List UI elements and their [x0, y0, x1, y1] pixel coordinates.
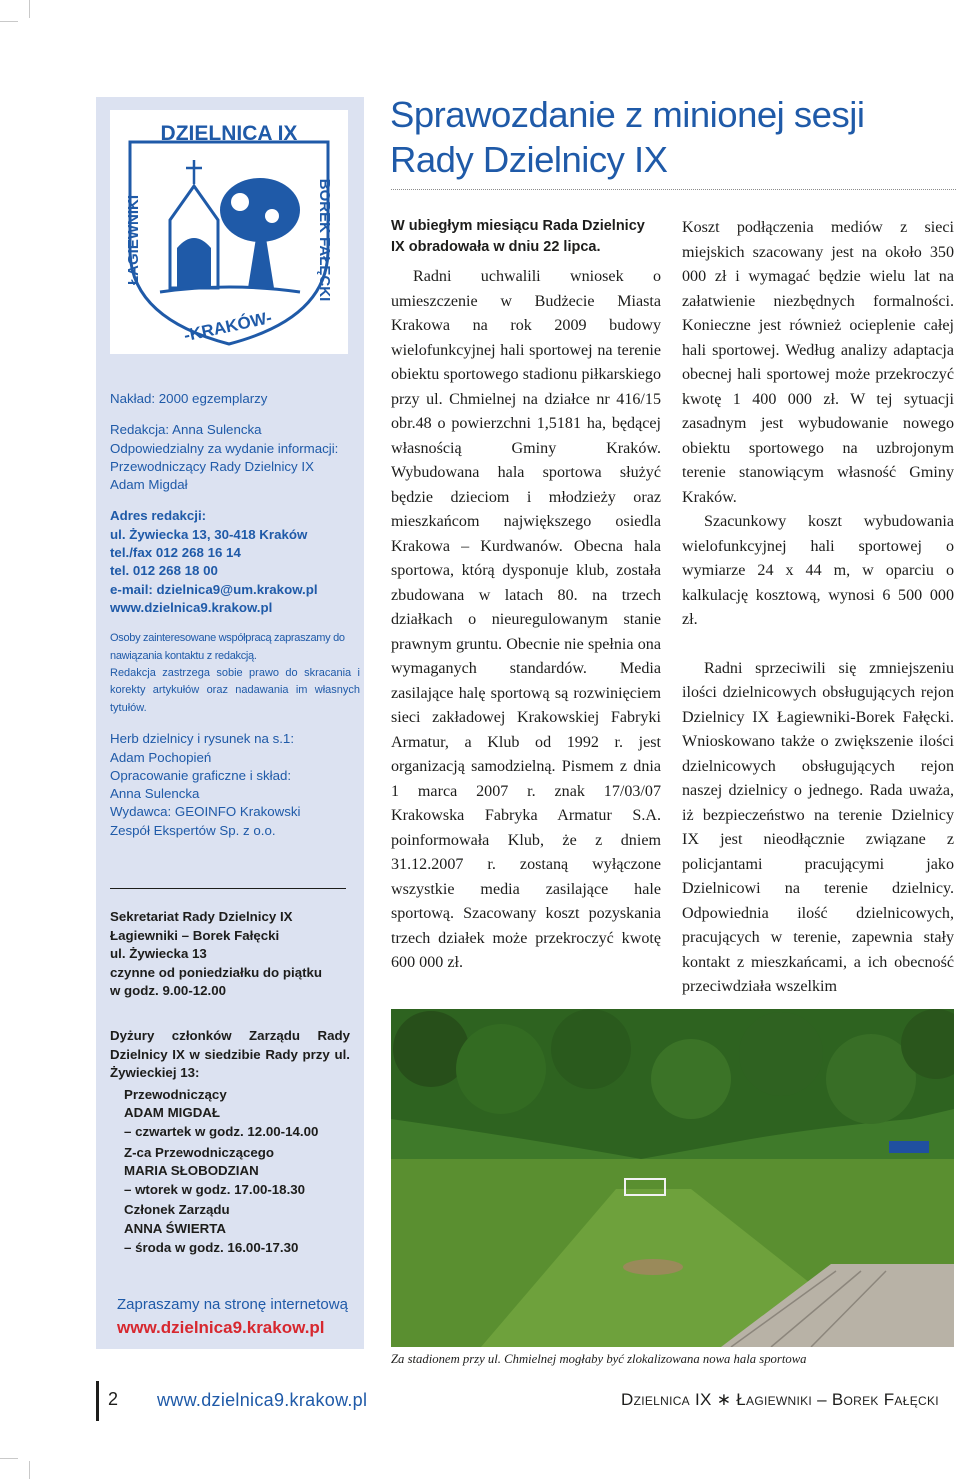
- logo-text-left: ŁAGIEWNIKI: [125, 195, 142, 285]
- duty-name: ANNA ŚWIERTA: [124, 1220, 226, 1236]
- duty-name: MARIA SŁOBODZIAN: [124, 1163, 259, 1179]
- coat-of-arms-label: Herb dzielnicy i rysunek na s.1:: [110, 731, 295, 747]
- duty-item: [110, 1144, 350, 1200]
- website-link[interactable]: www.dzielnica9.krakow.pl: [110, 599, 273, 615]
- duty-when: – wtorek w godz. 17.00-18.30: [124, 1181, 306, 1197]
- contact-invite-text: Osoby zainteresowane współpracą zapraszamy do nawiązania kontaktu z redakcją.: [110, 632, 345, 662]
- coat-of-arms-author: Adam Pochopień: [110, 749, 212, 765]
- address-text: ul. Żywiecka 13, 30-418 Kraków: [110, 526, 308, 542]
- layout-author: Anna Sulencka: [110, 786, 200, 802]
- publisher-text: Wydawca: GEOINFO Krakowski: [110, 804, 301, 820]
- secretariat-line: Sekretariat Rady Dzielnicy IX: [110, 909, 293, 924]
- crop-mark: [0, 21, 18, 22]
- duty-role: Członek Zarządu: [124, 1202, 230, 1218]
- crop-mark: [0, 1458, 18, 1459]
- secretariat-line: czynne od poniedziałku do piątku: [110, 964, 323, 980]
- article-column-1: [391, 216, 661, 976]
- district-logo: [110, 110, 348, 354]
- publisher-text-2: Zespół Ekspertów Sp. z o.o.: [110, 822, 276, 838]
- stadium-photo-image: [391, 1009, 954, 1347]
- logo-text-top: DZIELNICA IX: [160, 122, 298, 145]
- website-invite-text: Zapraszamy na stronę internetową: [117, 1296, 348, 1313]
- article-paragraph: Koszt podłączenia mediów z sieci miejskich szacowany jest na około 350 000 zł i wymagać będzie wielu lat na załatwienie niezbędnych formalności. Konieczne jest również ocieplenie całej hali sportowej. Według analizy adaptacja obecnej hali sportowej może przekroczyć kwotę 1 400 000 zł. W tej sytuacji zasadnym jest wybudowanie nowego obiektu sportowego na uzbrojonym terenie stanowiącym własność Gminy Kraków.: [682, 219, 954, 506]
- duty-intro: Dyżury członków Zarządu Rady Dzielnicy IX w siedzibie Rady przy ul. Żywieckiej 13:: [110, 1028, 350, 1081]
- article-column-2: [682, 216, 954, 1000]
- naklad-text: Nakład: 2000 egzemplarzy: [110, 391, 268, 406]
- district-emblem-icon: [110, 110, 348, 354]
- duty-hours-block: [110, 1027, 350, 1257]
- editorial-rights-text: Redakcja zastrzega sobie prawo do skracania i korekty artykułów oraz nadawania im własnych tytułów.: [110, 667, 360, 714]
- stadium-photo: [391, 1009, 954, 1347]
- duty-name: ADAM MIGDAŁ: [124, 1105, 221, 1121]
- crop-mark: [29, 0, 30, 18]
- website-invite-link[interactable]: www.dzielnica9.krakow.pl: [117, 1318, 325, 1337]
- article-title-line: Sprawozdanie z minionej sesji: [390, 94, 865, 135]
- secretariat-line: w godz. 9.00-12.00: [110, 983, 227, 999]
- secretariat-line: ul. Żywiecka 13: [110, 946, 207, 962]
- article-paragraph: Radni sprzeciwili się zmniejszeniu ilości dzielnicowych obsługujących rejon Dzielnicy IX Łagiewniki-Borek Fałęcki. Wnioskowano także o zwiększenie ilości dzielnicowych obsługujących rejon naszej dzielnicy o jednego. Rada uważa, iż bezpieczeństwo na terenie Dzielnicy IX jest nieodłącznie związane z policjantami pracującymi jako Dzielnicowi na terenie dzielnicy. Odpowiednia ilość dzielnicowych, pracujących w terenie, zapewnia stały kontakt z mieszkańcami, a ich obecność przeciwdziała wszelkim: [682, 659, 954, 995]
- secretariat-block: [110, 908, 360, 1001]
- duty-when: – czwartek w godz. 12.00-14.00: [124, 1123, 319, 1139]
- editor-name: Adam Migdał: [110, 477, 188, 493]
- article-title: [390, 92, 950, 182]
- article-title-line: Rady Dzielnicy IX: [390, 139, 668, 180]
- logo-text-right: BOREK FAŁĘCKI: [316, 178, 333, 302]
- duty-role: Z-ca Przewodniczącego: [124, 1144, 274, 1160]
- logo-text-bottom: -KRAKÓW-: [182, 308, 274, 346]
- duty-item: [110, 1086, 350, 1142]
- crop-mark: [29, 1461, 30, 1479]
- email-link[interactable]: e-mail: dzielnica9@um.krakow.pl: [110, 581, 318, 597]
- tel-text: tel. 012 268 18 00: [110, 563, 218, 579]
- duty-item: [110, 1201, 350, 1257]
- footer-rule: [96, 1381, 99, 1421]
- dotted-divider: [391, 189, 956, 190]
- duty-role: Przewodniczący: [124, 1086, 227, 1102]
- odpowiedzialny-text: Odpowiedzialny za wydanie informacji:: [110, 440, 339, 456]
- article-lead: W ubiegłym miesiącu Rada Dzielnicy IX obradowała w dniu 22 lipca.: [391, 218, 645, 255]
- page-number: 2: [108, 1389, 119, 1409]
- address-label: Adres redakcji:: [110, 508, 207, 524]
- secretariat-line: Łagiewniki – Borek Fałęcki: [110, 927, 280, 943]
- przewodniczacy-text: Przewodniczący Rady Dzielnicy IX: [110, 458, 314, 474]
- redakcja-text: Redakcja: Anna Sulencka: [110, 422, 262, 438]
- imprint-info: [110, 390, 360, 840]
- footer-district-name: Dzielnica IX ∗ Łagiewniki – Borek Fałęcki: [621, 1390, 939, 1409]
- layout-label: Opracowanie graficzne i skład:: [110, 767, 292, 783]
- divider: [110, 888, 346, 889]
- footer-website-link[interactable]: www.dzielnica9.krakow.pl: [157, 1390, 368, 1410]
- photo-caption: Za stadionem przy ul. Chmielnej mogłaby być zlokalizowana nowa hala sportowa: [391, 1352, 807, 1366]
- duty-when: – środa w godz. 16.00-17.30: [124, 1239, 299, 1255]
- telfax-text: tel./fax 012 268 16 14: [110, 545, 241, 561]
- article-paragraph: Radni uchwalili wniosek o umieszczenie w Budżecie Miasta Krakowa na rok 2009 budowy wielofunkcyjnej hali sportowej na terenie obiektu sportowego stadionu piłkarskiego przy ul. Chmielnej na działce nr 416/15 obr.48 o powierzchni 1,5181 ha, będącej własnością Gminy Kraków. Wybudowana hala sportowa służyć będzie dzieciom i młodzieży oraz mieszkańcom największego osiedla Krakowa – Kurdwanów. Obecna hala sportowa, którą dysponuje klub, została zbudowana w latach 80. na trzech działkach o nieuregulowanym stanie prawnym gruntu. Obecnie nie spełnia ona wymaganych standardów. Media zasilające halę sportową są rozwinięciem sieci zakładowej Krakowskiej Fabryki Armatur, a Klub od 1992 r. jest organizacją samodzielną. Pismem z dnia 1 marca 2007 r. znak 17/03/07 Krakowska Fabryka Armatur S.A. poinformowała Klub, że z dniem 31.12.2007 r. zostaną wyłączone wszystkie media zasilające hale sportową. Szacowany koszt pozyskania trzech działek może przekroczyć kwotę 600 000 zł.: [391, 268, 661, 971]
- article-paragraph: Szacunkowy koszt wybudowania wielofunkcyjnej hali sportowej o wymiarze 24 x 44 m, w oparciu o kalkulację kosztową, wynosi 6 500 000 zł.: [682, 513, 954, 628]
